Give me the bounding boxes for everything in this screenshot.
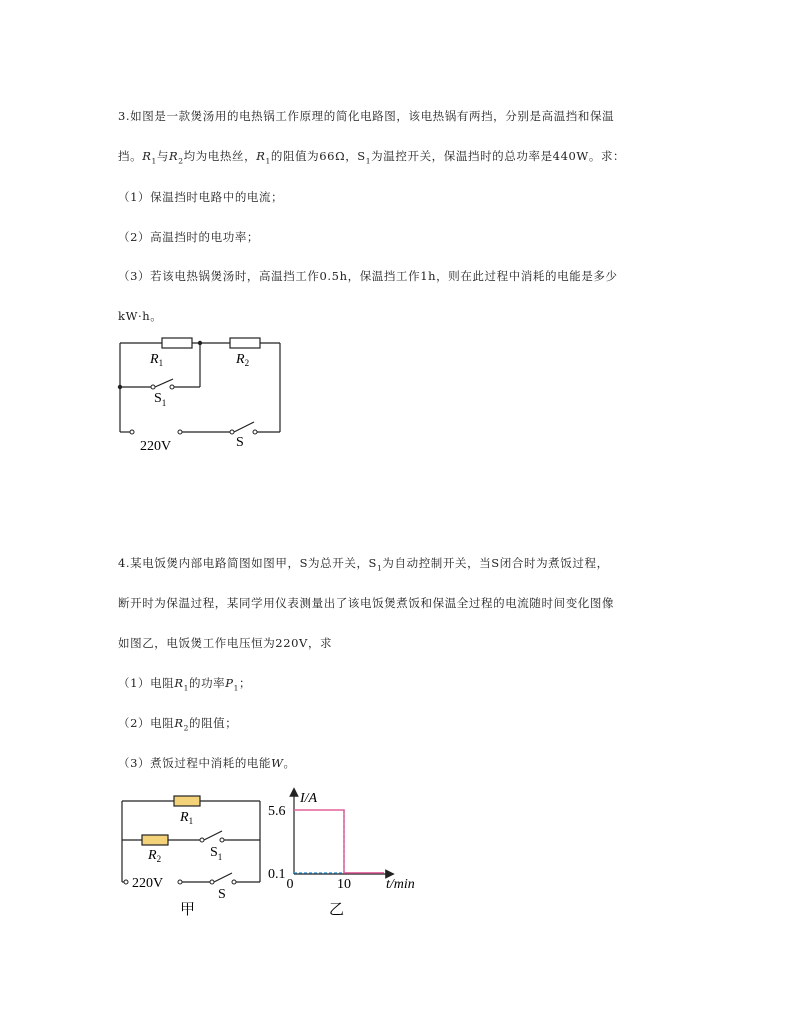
q4-label-s: S bbox=[218, 887, 226, 902]
q4-label-r2: $R_2$ bbox=[148, 848, 162, 864]
q4-label-voltage: 220V bbox=[132, 876, 164, 891]
q3-label-s: S bbox=[236, 435, 244, 450]
y-tick-label: 5.6 bbox=[268, 804, 286, 819]
q4-line1: 4.某电饭煲内部电路简图如图甲，S为总开关，$S_1$为自动控制开关，当S闭合时为煮饭过程， bbox=[118, 556, 609, 573]
q4-label-s1: $S_1$ bbox=[210, 845, 223, 862]
q3-line1: 3.如图是一款煲汤用的电热锅工作原理的简化电路图，该电热锅有两挡，分别是高温挡和保温 bbox=[118, 109, 615, 123]
q3-label-r2: $R_2$ bbox=[236, 352, 250, 368]
x-tick-label: 0 bbox=[286, 877, 294, 892]
q4-label-r1: $R_1$ bbox=[180, 810, 194, 826]
q3-part2: （2）高温挡时的电功率； bbox=[118, 230, 260, 244]
q4-line2: 断开时为保温过程，某同学用仪表测量出了该电饭煲煮饭和保温全过程的电流随时间变化图像 bbox=[118, 596, 615, 610]
q4-part1: （1）电阻$R_1$的功率$P_1$； bbox=[118, 676, 252, 693]
q3-part1: （1）保温挡时电路中的电流； bbox=[118, 190, 284, 204]
y-axis-label: I/A bbox=[300, 791, 318, 806]
x-tick-label: 10 bbox=[337, 877, 351, 892]
chart-caption: 乙 bbox=[329, 902, 345, 918]
x-axis-label: t/min bbox=[386, 877, 415, 892]
q4-line3: 如图乙，电饭煲工作电压恒为220V，求 bbox=[118, 636, 333, 650]
q4-part3: （3）煮饭过程中消耗的电能W。 bbox=[118, 756, 296, 770]
q3-part3-unit: kW·h。 bbox=[118, 309, 163, 323]
y-tick-label: 0.1 bbox=[268, 866, 286, 882]
q3-label-r1: $R_1$ bbox=[150, 352, 164, 368]
q3-label-voltage: 220V bbox=[140, 439, 172, 454]
q3-part3: （3）若该电热锅煲汤时，高温挡工作0.5h，保温挡工作1h，则在此过程中消耗的电能是多少 bbox=[118, 269, 618, 283]
series-line-current bbox=[294, 810, 384, 873]
q3-label-s1: $S_1$ bbox=[154, 391, 167, 408]
q4-circuit-diagram bbox=[112, 790, 272, 920]
q4-part2: （2）电阻$R_2$的阻值； bbox=[118, 716, 238, 733]
q4-caption-jia: 甲 bbox=[180, 902, 196, 918]
q3-line2: 挡。$R_1$与$R_2$均为电热丝，$R_1$的阻值为66Ω，$S_1$为温控开关，保温挡时的总功率是440W。求： bbox=[118, 149, 626, 166]
q3-circuit-diagram bbox=[110, 332, 300, 462]
current-time-chart bbox=[262, 786, 432, 920]
